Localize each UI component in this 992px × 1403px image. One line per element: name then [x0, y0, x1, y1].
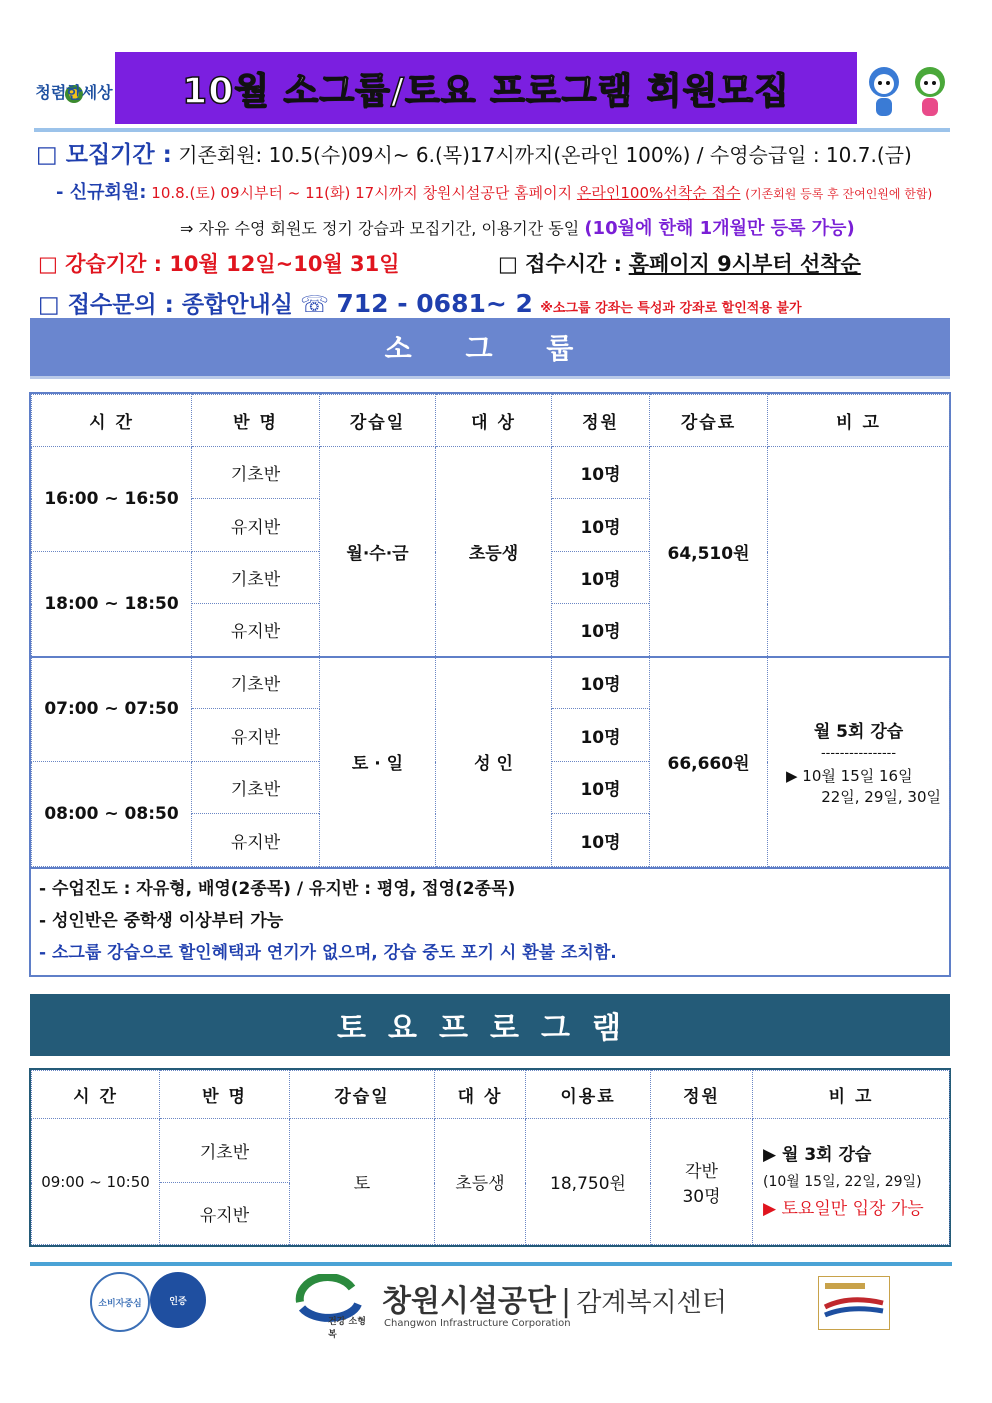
remark-line-2: (10월 15일, 22일, 29일) [763, 1173, 922, 1190]
fee-cell: 18,750원 [526, 1119, 651, 1245]
note-refund: - 소그룹 강습으로 할인혜택과 연기가 없으며, 강습 중도 포기 시 환불 조치함. [39, 943, 617, 963]
small-group-bar [30, 318, 950, 379]
corporation-slogan: 건강 소형복 [328, 1317, 366, 1340]
capacity-cell: 10명 [552, 499, 650, 552]
quality-award-icon [818, 1276, 890, 1330]
header-days: 강습일 [290, 1071, 435, 1119]
class-cell: 유지반 [192, 709, 320, 762]
capacity-cell: 10명 [552, 814, 650, 867]
footer-divider [30, 1262, 952, 1266]
header-class: 반 명 [192, 395, 320, 447]
target-cell: 초등생 [435, 1119, 526, 1245]
fee-cell: 66,660원 [650, 657, 768, 867]
header-capacity: 정원 [552, 395, 650, 447]
integrity-logo [34, 66, 114, 122]
class-cell: 기초반 [192, 552, 320, 604]
new-member-note: (기존회원 등록 후 잔여인원에 한함) [745, 187, 933, 201]
free-swim-note: (10월에 한해 1개월만 등록 가능) [584, 218, 855, 239]
new-member-label: - 신규회원: [56, 182, 147, 203]
capacity-cell: 10명 [552, 447, 650, 499]
time-cell: 07:00 ~ 07:50 [32, 657, 192, 762]
capacity-cell: 10명 [552, 657, 650, 709]
class-cell: 기초반 [192, 762, 320, 814]
small-group-title: 소 그 룹 [384, 332, 596, 365]
certification-badge-text: 인증 [169, 1296, 187, 1307]
certification-badge [150, 1272, 206, 1328]
integrity-logo-text: 청렴한세상 [35, 83, 113, 102]
consumer-badge-text: 소비자중심 [98, 1298, 142, 1309]
saturday-table [31, 1070, 950, 1245]
new-member-period: 10.8.(토) 09시부터 ~ 11(화) 17시까지 창원시설공단 홈페이지 [151, 184, 573, 202]
reception-line [498, 248, 861, 278]
saturday-title: 토요프로그램 [337, 1011, 643, 1046]
days-cell: 토 [290, 1119, 435, 1245]
small-group-table [31, 394, 950, 867]
reception-value: 홈페이지 9시부터 선착순 [628, 252, 861, 276]
header-fee: 이용료 [526, 1071, 651, 1119]
org-name: 창원시설공단 [382, 1284, 556, 1319]
remark-line-1: ▶ 월 3회 강습 [763, 1144, 872, 1165]
class-cell: 기초반 [192, 447, 320, 499]
header-time: 시 간 [32, 1071, 160, 1119]
header-time: 시 간 [32, 395, 192, 447]
table-row [32, 1119, 950, 1183]
phone-icon: ☏ [300, 292, 329, 318]
time-cell: 09:00 ~ 10:50 [32, 1119, 160, 1245]
time-cell: 18:00 ~ 18:50 [32, 552, 192, 657]
reception-label: □ 접수시간 : [498, 252, 623, 276]
remark-cell-empty [768, 447, 950, 657]
capacity-cell: 10명 [552, 709, 650, 762]
lesson-period-line [38, 248, 400, 278]
small-group-notes [31, 867, 949, 975]
inquiry-line [38, 286, 802, 319]
class-cell: 유지반 [160, 1183, 290, 1245]
capacity-cell: 10명 [552, 604, 650, 657]
recruit-period-label: □ 모집기간 : [36, 142, 172, 168]
discount-note: ※소그룹 강좌는 특성과 강좌로 할인적용 불가 [540, 301, 802, 316]
saturday-header-row [32, 1071, 950, 1119]
remark-dashes: ---------------- [820, 745, 897, 761]
saturday-table-wrap [29, 1068, 951, 1247]
lesson-period-text: □ 강습기간 : 10월 12일~10월 31일 [38, 252, 400, 276]
header-class: 반 명 [160, 1071, 290, 1119]
header-target: 대 상 [435, 1071, 526, 1119]
small-group-table-wrap [29, 392, 951, 977]
header-remark: 비 고 [768, 395, 950, 447]
capacity-line-1: 각반 [685, 1161, 718, 1182]
free-swim-line [180, 214, 855, 240]
days-cell: 월·수·금 [320, 447, 436, 657]
inquiry-phone: 712 - 0681~ 2 [336, 289, 533, 318]
time-cell: 08:00 ~ 08:50 [32, 762, 192, 867]
consumer-badge [90, 1272, 150, 1332]
capacity-cell: 10명 [552, 762, 650, 814]
remark-line-3: ▶ 토요일만 입장 가능 [763, 1198, 924, 1219]
inquiry-label: □ 접수문의 : 종합안내실 [38, 292, 293, 318]
corporation-logo [292, 1274, 372, 1340]
header-divider [34, 128, 950, 132]
footer-org [382, 1276, 727, 1320]
class-cell: 유지반 [192, 499, 320, 552]
capacity-cell: 10명 [552, 552, 650, 604]
fee-cell: 64,510원 [650, 447, 768, 657]
mascot-illustration [862, 62, 954, 122]
remark-dates-2: 22일, 29일, 30일 [821, 787, 941, 806]
header-target: 대 상 [436, 395, 552, 447]
remark-cell [768, 657, 950, 867]
remark-dates-1: ▶ 10월 15일 16일 [786, 766, 913, 785]
header-days: 강습일 [320, 395, 436, 447]
table-row [32, 657, 950, 709]
recruit-period-line [36, 136, 912, 169]
days-cell: 토 · 일 [320, 657, 436, 867]
class-cell: 유지반 [192, 604, 320, 657]
org-english: Changwon Infrastructure Corporation [384, 1318, 571, 1329]
remark-title: 월 5회 강습 [813, 721, 904, 742]
note-progress: - 수업진도 : 자유형, 배영(2종목) / 유지반 : 평영, 접영(2종목) [39, 879, 516, 899]
table-row [32, 447, 950, 499]
header-capacity: 정원 [651, 1071, 753, 1119]
class-cell: 유지반 [192, 814, 320, 867]
page-title: 10월 소그룹/토요 프로그램 회원모집 [182, 70, 790, 112]
target-cell: 성 인 [436, 657, 552, 867]
capacity-cell [651, 1119, 753, 1245]
header-fee: 강습료 [650, 395, 768, 447]
center-name: 감계복지센터 [576, 1288, 727, 1318]
free-swim-text: ⇒ 자유 수영 회원도 정기 강습과 모집기간, 이용기간 동일 [180, 219, 580, 238]
capacity-line-2: 30명 [682, 1186, 721, 1207]
page-title-banner [115, 52, 857, 124]
class-cell: 기초반 [160, 1119, 290, 1183]
class-cell: 기초반 [192, 657, 320, 709]
recruit-existing-text: 기존회원: 10.5(수)09시~ 6.(목)17시까지(온라인 100%) / 수영승급일 : 10.7.(금) [178, 143, 912, 167]
small-group-header-row [32, 395, 950, 447]
note-adult: - 성인반은 중학생 이상부터 가능 [39, 911, 284, 931]
time-cell: 16:00 ~ 16:50 [32, 447, 192, 552]
remark-cell [753, 1119, 950, 1245]
org-divider: | [560, 1284, 572, 1319]
new-member-online: 온라인100%선착순 접수 [576, 184, 741, 202]
saturday-bar [30, 994, 950, 1056]
new-member-line [56, 178, 932, 204]
header-remark: 비 고 [753, 1071, 950, 1119]
target-cell: 초등생 [436, 447, 552, 657]
